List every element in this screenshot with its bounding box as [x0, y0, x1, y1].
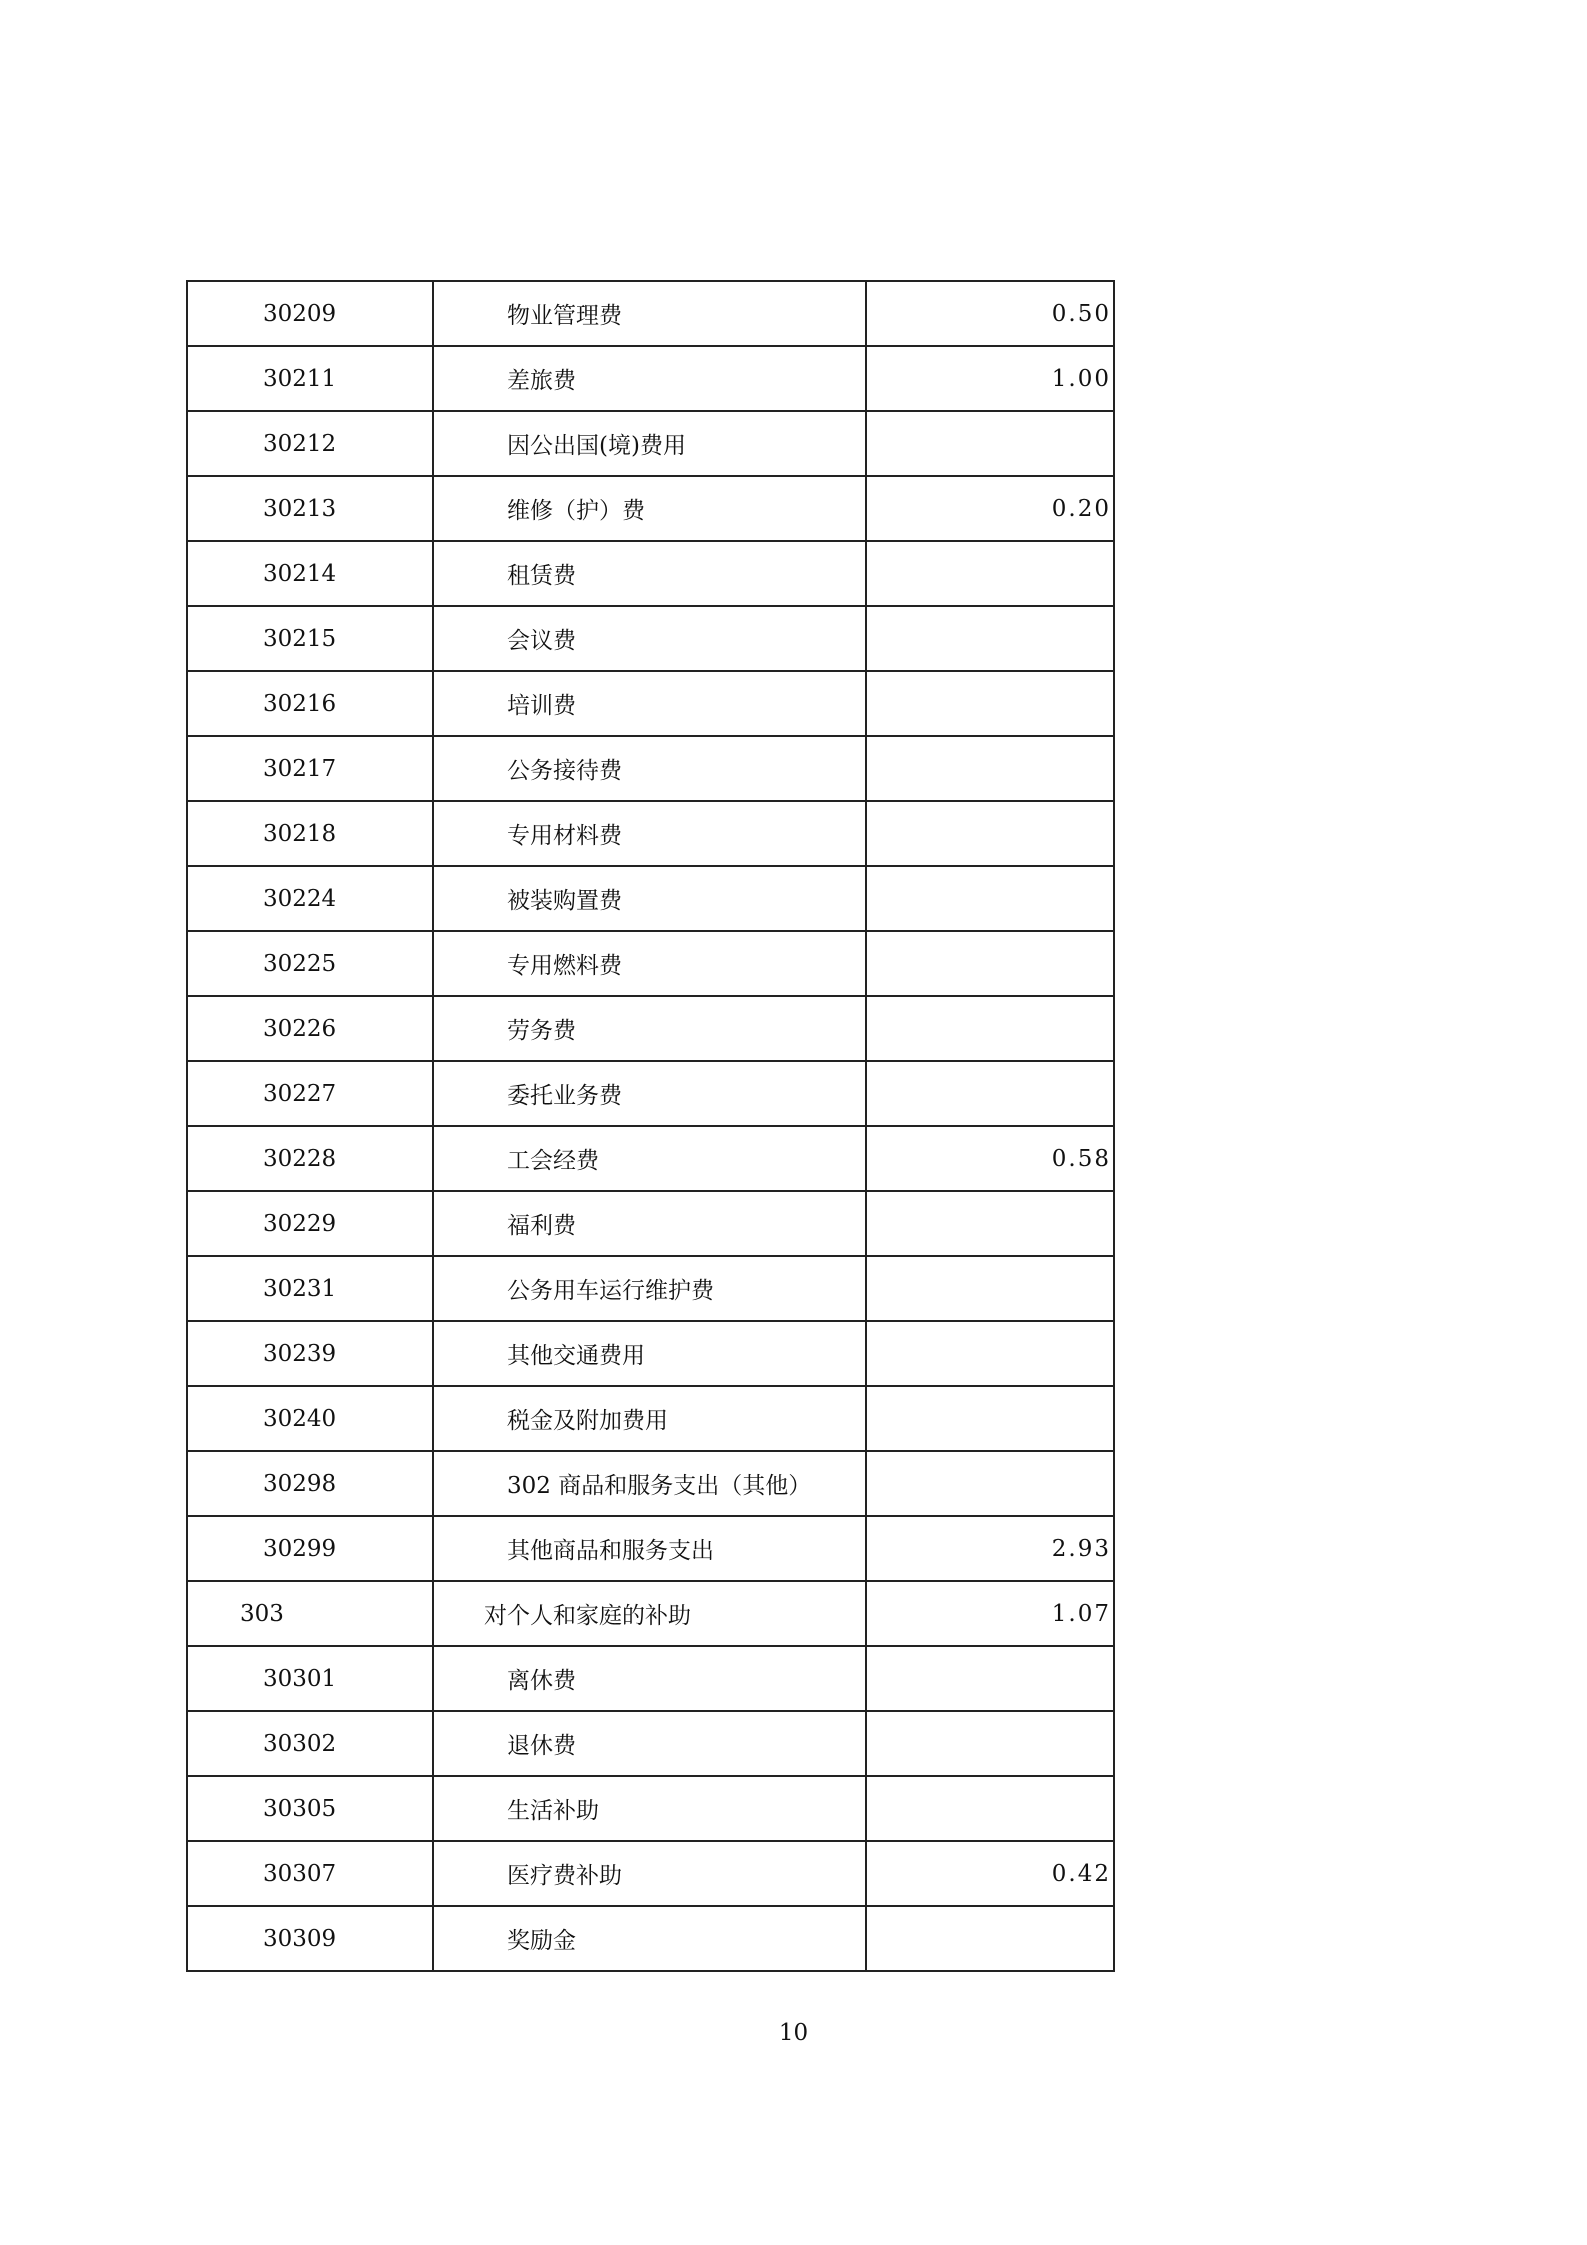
amount-cell: 0.50 — [866, 281, 1114, 346]
table-row — [187, 1581, 1114, 1646]
account-name-cell: 其他交通费用 — [433, 1321, 866, 1386]
account-code-cell: 30298 — [187, 1451, 433, 1516]
account-code-cell: 30217 — [187, 736, 433, 801]
amount-cell: 1.00 — [866, 346, 1114, 411]
expenditure-table-body — [187, 281, 1114, 1971]
account-code-cell: 30229 — [187, 1191, 433, 1256]
account-code-cell: 30214 — [187, 541, 433, 606]
amount-cell — [866, 1061, 1114, 1126]
account-code-cell: 30224 — [187, 866, 433, 931]
account-code-cell: 30212 — [187, 411, 433, 476]
table-row — [187, 476, 1114, 541]
amount-cell — [866, 1451, 1114, 1516]
account-name-cell: 差旅费 — [433, 346, 866, 411]
account-code-cell: 30301 — [187, 1646, 433, 1711]
table-row — [187, 1256, 1114, 1321]
account-name-cell: 因公出国(境)费用 — [433, 411, 866, 476]
account-code-cell: 30211 — [187, 346, 433, 411]
account-name-cell: 被装购置费 — [433, 866, 866, 931]
table-row — [187, 866, 1114, 931]
account-code-cell: 303 — [187, 1581, 433, 1646]
account-code-cell: 30213 — [187, 476, 433, 541]
account-name-cell: 其他商品和服务支出 — [433, 1516, 866, 1581]
amount-cell: 2.93 — [866, 1516, 1114, 1581]
account-name-cell: 公务用车运行维护费 — [433, 1256, 866, 1321]
amount-cell — [866, 411, 1114, 476]
account-code-cell: 30209 — [187, 281, 433, 346]
account-name-cell: 会议费 — [433, 606, 866, 671]
account-code-cell: 30240 — [187, 1386, 433, 1451]
account-name-cell: 公务接待费 — [433, 736, 866, 801]
account-code-cell: 30309 — [187, 1906, 433, 1971]
account-name-cell: 对个人和家庭的补助 — [433, 1581, 866, 1646]
account-name-cell: 福利费 — [433, 1191, 866, 1256]
amount-cell: 0.42 — [866, 1841, 1114, 1906]
table-row — [187, 1321, 1114, 1386]
account-name-cell: 委托业务费 — [433, 1061, 866, 1126]
amount-cell — [866, 1776, 1114, 1841]
account-code-cell: 30226 — [187, 996, 433, 1061]
amount-cell — [866, 736, 1114, 801]
amount-cell — [866, 671, 1114, 736]
amount-cell — [866, 1386, 1114, 1451]
account-name-cell: 离休费 — [433, 1646, 866, 1711]
table-row — [187, 736, 1114, 801]
table-row — [187, 411, 1114, 476]
table-row — [187, 1646, 1114, 1711]
account-name-cell: 奖励金 — [433, 1906, 866, 1971]
amount-cell: 1.07 — [866, 1581, 1114, 1646]
amount-cell — [866, 1191, 1114, 1256]
table-row — [187, 1451, 1114, 1516]
account-name-cell: 生活补助 — [433, 1776, 866, 1841]
account-code-cell: 30215 — [187, 606, 433, 671]
account-code-cell: 30225 — [187, 931, 433, 996]
account-name-cell: 培训费 — [433, 671, 866, 736]
account-code-cell: 30305 — [187, 1776, 433, 1841]
account-name-cell: 物业管理费 — [433, 281, 866, 346]
table-row — [187, 1386, 1114, 1451]
table-row — [187, 801, 1114, 866]
account-code-cell: 30216 — [187, 671, 433, 736]
table-row — [187, 1841, 1114, 1906]
account-name-cell: 租赁费 — [433, 541, 866, 606]
amount-cell — [866, 1256, 1114, 1321]
amount-cell: 0.58 — [866, 1126, 1114, 1191]
account-name-cell: 工会经费 — [433, 1126, 866, 1191]
amount-cell — [866, 541, 1114, 606]
amount-cell — [866, 1646, 1114, 1711]
account-name-cell: 退休费 — [433, 1711, 866, 1776]
account-name-cell: 专用燃料费 — [433, 931, 866, 996]
expenditure-table — [186, 280, 1115, 1972]
account-code-cell: 30299 — [187, 1516, 433, 1581]
account-name-cell: 医疗费补助 — [433, 1841, 866, 1906]
account-code-cell: 30228 — [187, 1126, 433, 1191]
amount-cell — [866, 1321, 1114, 1386]
account-code-cell: 30302 — [187, 1711, 433, 1776]
table-row — [187, 541, 1114, 606]
table-row — [187, 1061, 1114, 1126]
table-row — [187, 606, 1114, 671]
amount-cell — [866, 866, 1114, 931]
account-code-cell: 30231 — [187, 1256, 433, 1321]
amount-cell — [866, 801, 1114, 866]
amount-cell — [866, 931, 1114, 996]
amount-cell — [866, 1906, 1114, 1971]
amount-cell: 0.20 — [866, 476, 1114, 541]
account-name-cell: 劳务费 — [433, 996, 866, 1061]
amount-cell — [866, 1711, 1114, 1776]
table-row — [187, 346, 1114, 411]
account-name-cell: 专用材料费 — [433, 801, 866, 866]
account-name-cell: 302 商品和服务支出（其他） — [433, 1451, 866, 1516]
table-row — [187, 1711, 1114, 1776]
table-row — [187, 1776, 1114, 1841]
account-code-cell: 30307 — [187, 1841, 433, 1906]
page-number: 10 — [778, 2020, 809, 2046]
amount-cell — [866, 996, 1114, 1061]
account-code-cell: 30218 — [187, 801, 433, 866]
table-row — [187, 996, 1114, 1061]
table-row — [187, 1906, 1114, 1971]
account-code-cell: 30227 — [187, 1061, 433, 1126]
table-row — [187, 1126, 1114, 1191]
amount-cell — [866, 606, 1114, 671]
table-row — [187, 671, 1114, 736]
account-name-cell: 税金及附加费用 — [433, 1386, 866, 1451]
table-row — [187, 1191, 1114, 1256]
account-name-cell: 维修（护）费 — [433, 476, 866, 541]
account-code-cell: 30239 — [187, 1321, 433, 1386]
table-row — [187, 931, 1114, 996]
table-row — [187, 281, 1114, 346]
table-row — [187, 1516, 1114, 1581]
